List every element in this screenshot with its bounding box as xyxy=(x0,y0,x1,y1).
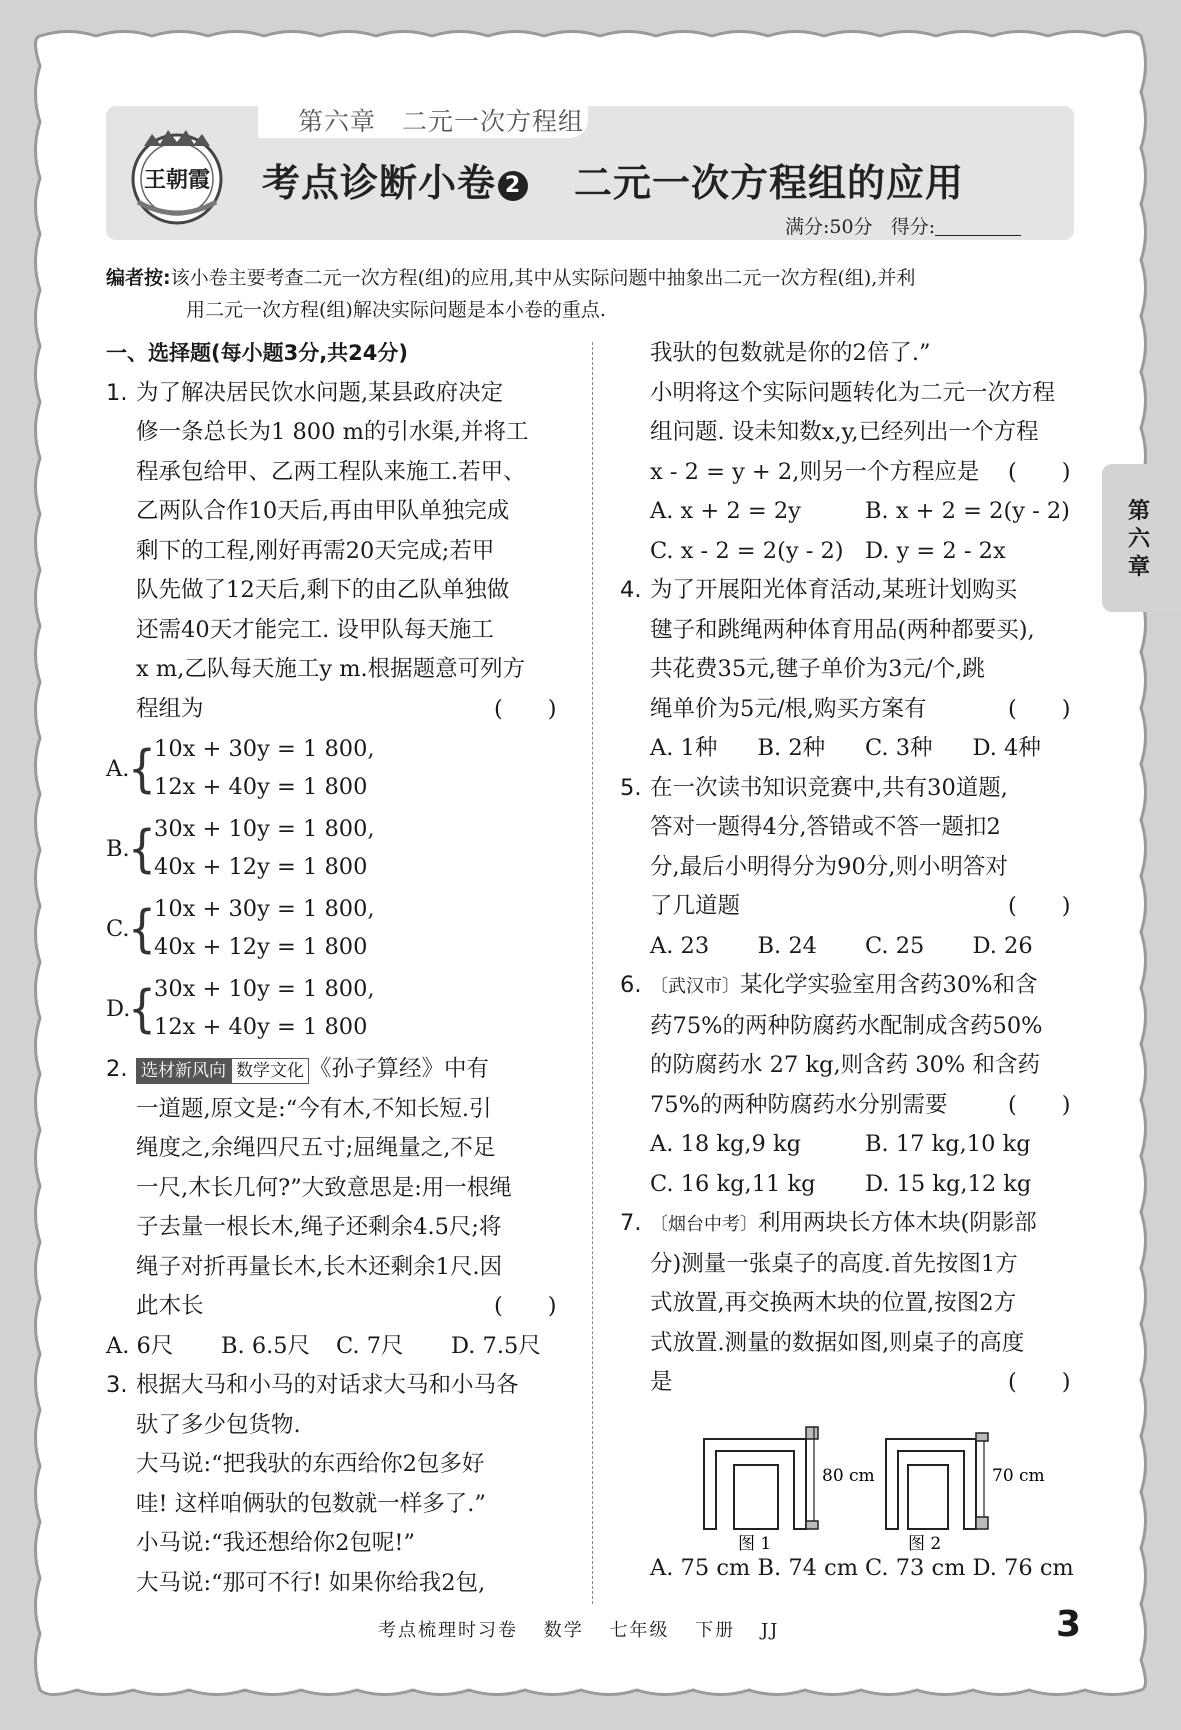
question-number: 2. xyxy=(106,1056,128,1082)
q7-line: 式放置.测量的数据如图,则桌子的高度 xyxy=(650,1329,1025,1356)
title-main: 考点诊断小卷 xyxy=(262,161,497,205)
question-6 xyxy=(620,966,1080,1204)
option-c[interactable]: C. 3种 xyxy=(865,735,933,761)
editor-note xyxy=(106,262,1076,326)
q3-line: 根据大马和小马的对话求大马和小马各 xyxy=(136,1372,519,1398)
tag-math-culture: 数学文化 xyxy=(231,1058,309,1084)
option-d[interactable]: D. 4种 xyxy=(972,735,1041,761)
q6-line: 的防腐药水 27 kg,则含药 30% 和含药 xyxy=(650,1052,1040,1078)
option-c[interactable]: C. 25 xyxy=(865,932,925,959)
q3-line: 组问题. 设未知数x,y,已经列出一个方程 xyxy=(650,419,1039,445)
full-score: 满分:50分 xyxy=(785,216,873,238)
q2-line: 子去量一根长木,绳子还剩余4.5尺;将 xyxy=(136,1214,502,1240)
q1-last-line xyxy=(136,690,566,730)
note-label: 编者按: xyxy=(106,267,171,289)
option-b[interactable]: B. 74 cm xyxy=(757,1554,859,1581)
footer-grade: 七年级 xyxy=(609,1620,670,1641)
option-c-system[interactable] xyxy=(106,890,566,969)
q4-last-text: 绳单价为5元/根,购买方案有 xyxy=(650,695,927,722)
q6-last-text: 75%的两种防腐药水分别需要 xyxy=(650,1091,948,1118)
option-d-system[interactable] xyxy=(106,970,566,1049)
equation: 12x + 40y = 1 800 xyxy=(154,1014,368,1040)
q1-line: x m,乙队每天施工y m.根据题意可列方 xyxy=(136,656,526,682)
q4-line: 为了开展阳光体育活动,某班计划购买 xyxy=(650,577,1018,603)
figure-1-caption: 图 1 xyxy=(738,1533,772,1554)
answer-blank[interactable]: ( ) xyxy=(1008,458,1071,485)
q7-line: 分)测量一张桌子的高度.首先按图1方 xyxy=(650,1250,1018,1277)
q2-options xyxy=(106,1327,566,1367)
question-number: 1. xyxy=(106,379,128,406)
brace-icon: { xyxy=(128,980,156,1039)
q5-last-text: 了几道题 xyxy=(650,893,741,919)
q7-last-line xyxy=(650,1363,1080,1403)
question-4 xyxy=(620,571,1080,769)
q1-line: 程承包给甲、乙两工程队来施工.若甲、 xyxy=(136,458,526,485)
option-d[interactable]: D. 76 cm xyxy=(972,1554,1074,1581)
q4-line: 毽子和跳绳两种体育用品(两种都要买), xyxy=(650,616,1035,643)
q6-first-text: 某化学实验室用含药30%和含 xyxy=(740,972,1038,998)
q1-line: 为了解决居民饮水问题,某县政府决定 xyxy=(136,379,504,406)
q3-options-row2 xyxy=(650,532,1080,572)
chapter-name: 二元一次方程组 xyxy=(402,107,585,136)
note-line-2: 用二元一次方程(组)解决实际问题是本小卷的重点. xyxy=(186,299,606,321)
note-line-1: 该小卷主要考查二元一次方程(组)的应用,其中从实际问题中抽象出二元一次方程(组),并利 xyxy=(170,267,916,289)
option-label: D. xyxy=(106,996,131,1022)
q6-first-line xyxy=(650,966,1080,1007)
chapter-heading xyxy=(298,102,610,138)
right-column xyxy=(620,334,1080,1588)
equation: 40x + 12y = 1 800 xyxy=(154,854,368,880)
option-b-system[interactable] xyxy=(106,810,566,889)
q3-line: 驮了多少包货物. xyxy=(136,1411,301,1438)
figure-2-table xyxy=(876,1409,1056,1555)
publisher-logo-seal xyxy=(124,124,230,230)
q2-line: 一尺,木长几何?”大致意思是:用一根绳 xyxy=(136,1174,512,1201)
footer-volume: 下册 xyxy=(695,1620,736,1641)
option-a[interactable]: A. 75 cm xyxy=(650,1554,751,1581)
footer-edition: JJ xyxy=(760,1620,780,1641)
question-1 xyxy=(106,374,566,730)
q3-last-text: x - 2 = y + 2,则另一个方程应是 xyxy=(650,458,980,485)
q5-options xyxy=(650,927,1080,967)
answer-blank[interactable]: ( ) xyxy=(1008,695,1071,722)
source-tag: 〔烟台中考〕 xyxy=(650,1214,758,1235)
chapter-side-tab xyxy=(1102,464,1181,612)
figure-2-caption: 图 2 xyxy=(908,1533,942,1554)
option-a[interactable]: A. x + 2 = 2y xyxy=(650,498,801,524)
q6-options-row1 xyxy=(650,1125,1080,1165)
q2-line: 绳子对折再量长木,长木还剩余1尺.因 xyxy=(136,1253,503,1280)
figure-1-dimension: 80 cm xyxy=(822,1465,875,1486)
question-number: 3. xyxy=(106,1372,128,1398)
title-number-badge: 2 xyxy=(498,171,528,201)
equation: 40x + 12y = 1 800 xyxy=(154,934,368,960)
q7-first-text: 利用两块长方体木块(阴影部 xyxy=(758,1210,1037,1236)
q2-first-text: 《孙子算经》中有 xyxy=(309,1056,490,1082)
q3-line: 哇! 这样咱俩驮的包数就一样多了.” xyxy=(136,1490,486,1517)
equation: 10x + 30y = 1 800, xyxy=(154,896,375,922)
q7-line: 式放置,再交换两木块的位置,按图2方 xyxy=(650,1290,1017,1316)
q4-last-line xyxy=(650,690,1080,730)
q7-first-line xyxy=(650,1204,1080,1245)
q3-line: 我驮的包数就是你的2倍了.” xyxy=(650,340,931,366)
logo-name: 王朝霞 xyxy=(143,167,211,193)
question-number: 7. xyxy=(620,1210,642,1236)
q7-last-text: 是 xyxy=(650,1369,673,1395)
option-b[interactable]: B. 24 xyxy=(757,932,817,959)
option-a[interactable]: A. 1种 xyxy=(650,735,718,761)
q1-last-text: 程组为 xyxy=(136,695,204,722)
question-number: 6. xyxy=(620,972,642,998)
option-b[interactable]: B. 2种 xyxy=(757,735,826,761)
option-b[interactable]: B. 6.5尺 xyxy=(221,1332,311,1359)
option-d[interactable]: D. y = 2 - 2x xyxy=(865,537,1006,564)
option-c[interactable]: C. 16 kg,11 kg xyxy=(650,1170,816,1197)
option-a[interactable]: A. 23 xyxy=(650,932,710,959)
option-label: C. xyxy=(106,916,130,942)
q5-line: 在一次读书知识竞赛中,共有30道题, xyxy=(650,774,1008,801)
option-c[interactable]: C. x - 2 = 2(y - 2) xyxy=(650,537,844,564)
source-tag: 〔武汉市〕 xyxy=(650,976,740,997)
table-figures xyxy=(650,1403,1080,1554)
equation: 30x + 10y = 1 800, xyxy=(154,816,375,842)
option-label: B. xyxy=(106,836,130,862)
page-title xyxy=(262,152,964,207)
q5-last-line xyxy=(650,887,1080,927)
question-7 xyxy=(620,1204,1080,1588)
answer-blank[interactable]: ( ) xyxy=(494,1293,557,1319)
q6-options-row2 xyxy=(650,1165,1080,1205)
option-c[interactable]: C. 7尺 xyxy=(336,1332,404,1359)
question-number: 5. xyxy=(620,774,642,801)
q3-options-row1 xyxy=(650,492,1080,532)
brace-icon: { xyxy=(128,900,156,959)
section-heading-choice: 一、选择题(每小题3分,共24分) xyxy=(106,341,409,365)
q1-line: 修一条总长为1 800 m的引水渠,并将工 xyxy=(136,419,529,445)
option-a[interactable]: A. 18 kg,9 kg xyxy=(650,1131,802,1157)
q3-last-line xyxy=(650,453,1080,493)
q1-line: 还需40天才能完工. 设甲队每天施工 xyxy=(136,616,494,643)
question-3 xyxy=(106,1366,566,1603)
page-number: 3 xyxy=(1056,1604,1082,1645)
brace-icon: { xyxy=(128,820,156,879)
q5-line: 答对一题得4分,答错或不答一题扣2 xyxy=(650,814,1001,840)
q2-last-text: 此木长 xyxy=(136,1293,204,1319)
q2-line: 一道题,原文是:“今有木,不知长短.引 xyxy=(136,1095,492,1122)
answer-blank[interactable]: ( ) xyxy=(1008,893,1071,919)
footer-subject: 数学 xyxy=(543,1620,584,1641)
score-got-label: 得分: xyxy=(890,216,936,238)
figure-1-table xyxy=(694,1409,875,1555)
option-b[interactable]: B. x + 2 = 2(y - 2) xyxy=(865,498,1070,524)
option-a[interactable]: A. 6尺 xyxy=(106,1332,174,1359)
question-number: 4. xyxy=(620,577,642,603)
figure-2-dimension: 70 cm xyxy=(992,1465,1045,1486)
option-c[interactable]: C. 73 cm xyxy=(865,1554,966,1581)
chapter-number: 第六章 xyxy=(298,107,377,136)
q4-line: 共花费35元,毽子单价为3元/个,跳 xyxy=(650,656,985,682)
brace-icon: { xyxy=(128,740,156,799)
score-blank[interactable] xyxy=(935,217,1021,236)
q3-line: 大马说:“那可不行! 如果你给我2包, xyxy=(136,1569,486,1596)
title-subject: 二元一次方程组的应用 xyxy=(574,161,965,205)
answer-blank[interactable]: ( ) xyxy=(494,695,557,722)
option-d[interactable]: D. 7.5尺 xyxy=(451,1332,541,1359)
question-5 xyxy=(620,769,1080,967)
q2-first-line xyxy=(136,1050,566,1090)
equation: 10x + 30y = 1 800, xyxy=(154,736,375,762)
left-column xyxy=(106,334,566,1603)
q6-last-line xyxy=(650,1086,1080,1126)
q4-options xyxy=(650,729,1080,769)
option-a-system[interactable] xyxy=(106,730,566,809)
question-2 xyxy=(106,1050,566,1327)
q5-line: 分,最后小明得分为90分,则小明答对 xyxy=(650,853,1008,880)
q1-line: 乙两队合作10天后,再由甲队单独完成 xyxy=(136,498,510,524)
q1-line: 剩下的工程,刚好再需20天完成;若甲 xyxy=(136,537,495,564)
answer-blank[interactable]: ( ) xyxy=(1008,1091,1071,1118)
q3-line: 大马说:“把我驮的东西给你2包多好 xyxy=(136,1451,485,1477)
option-d[interactable]: D. 15 kg,12 kg xyxy=(865,1170,1032,1197)
q1-line: 队先做了12天后,剩下的由乙队单独做 xyxy=(136,577,510,603)
page-footer xyxy=(378,1616,797,1642)
column-divider xyxy=(592,342,593,1604)
equation: 12x + 40y = 1 800 xyxy=(154,774,368,800)
score-line xyxy=(785,212,1021,239)
q2-line: 绳度之,余绳四尺五寸;屈绳量之,不足 xyxy=(136,1135,496,1161)
equation: 30x + 10y = 1 800, xyxy=(154,976,375,1002)
option-b[interactable]: B. 17 kg,10 kg xyxy=(865,1131,1031,1157)
option-d[interactable]: D. 26 xyxy=(972,932,1033,959)
q3-line: 小明将这个实际问题转化为二元一次方程 xyxy=(650,379,1056,406)
option-label: A. xyxy=(106,756,130,782)
tag-new-trend: 选材新风向 xyxy=(136,1058,231,1084)
answer-blank[interactable]: ( ) xyxy=(1008,1369,1071,1395)
q2-last-line xyxy=(136,1287,566,1327)
footer-series: 考点梳理时习卷 xyxy=(378,1620,518,1641)
question-3-continued xyxy=(620,334,1080,571)
q6-line: 药75%的两种防腐药水配制成含药50% xyxy=(650,1012,1043,1039)
side-tab-label: 第六章 xyxy=(1128,499,1151,580)
q3-line: 小马说:“我还想给你2包呢!” xyxy=(136,1530,415,1556)
